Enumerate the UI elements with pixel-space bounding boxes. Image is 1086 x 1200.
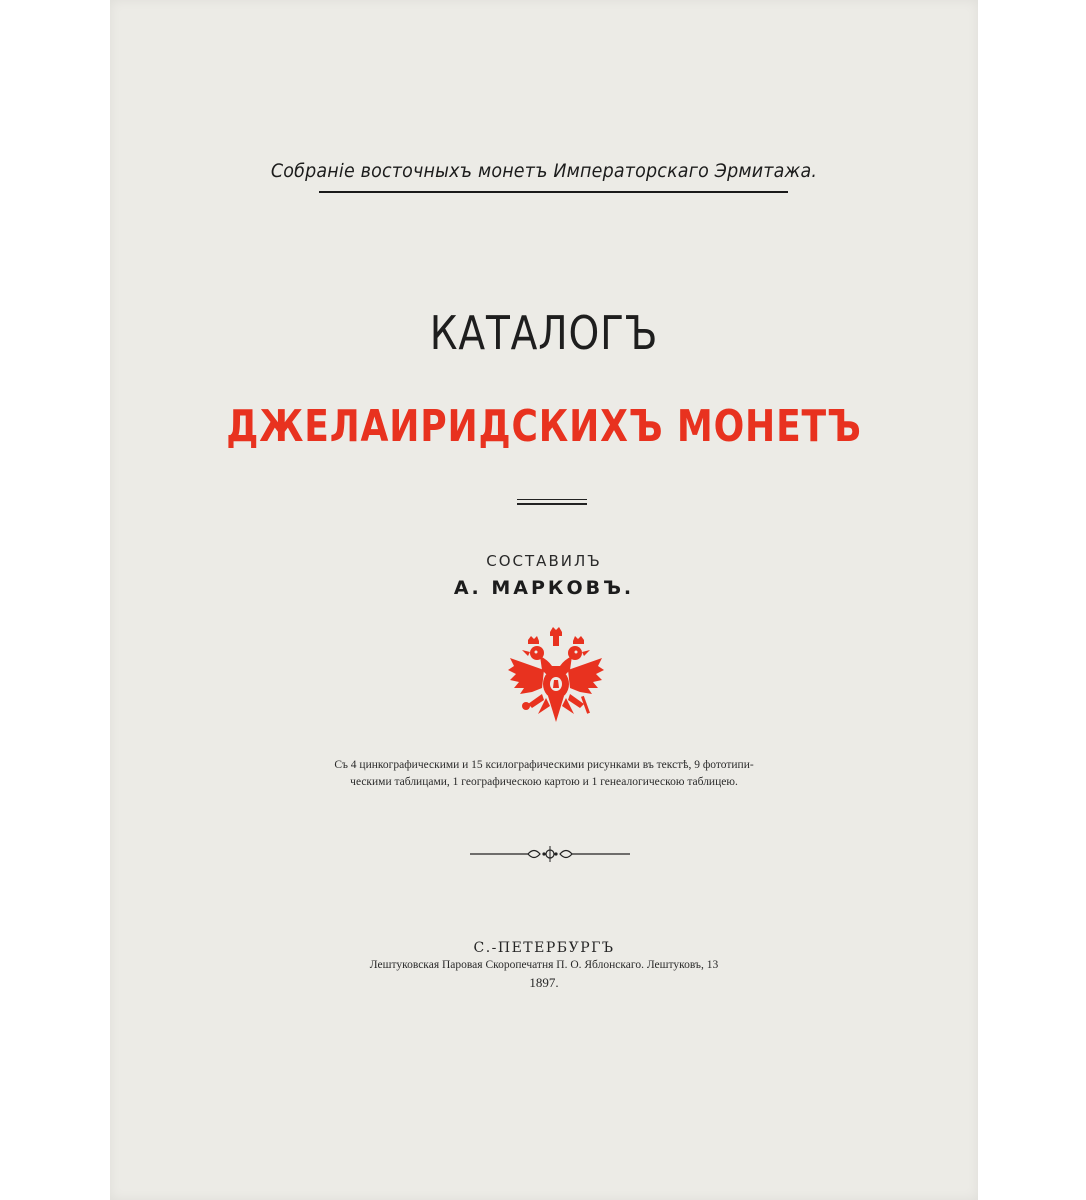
page-subtitle: ДЖЕЛАИРИДСКИХЪ МОНЕТЪ [226,401,862,452]
illustrations-description [110,757,978,791]
divider-rule-bold [517,503,587,505]
imprint-printer: Лештуковская Паровая Скоропечатня П. О. Яблонскаго. Лештуковъ, 13 [369,959,719,971]
compiled-by-label: СОСТАВИЛЪ [486,552,602,570]
double-headed-eagle-icon [506,626,606,730]
divider-rule [517,499,587,500]
series-underline [319,191,788,193]
imprint-city: С.-ПЕТЕРБУРГЪ [473,940,615,956]
title-page [110,0,978,1200]
page-title: КАТАЛОГЪ [429,306,659,360]
imprint-year: 1897. [529,975,559,990]
description-line-2: ческими таблицами, 1 географическою картою и 1 генеалогическою таблицею. [350,776,738,788]
series-line: Собраніе восточныхъ монетъ Императорскаго Эрмитажа. [270,160,818,182]
description-line-1: Съ 4 цинкографическими и 15 ксилографическими рисунками въ текстѣ, 9 фототипи- [334,759,754,771]
author-name: А. МАРКОВЪ. [453,577,635,599]
ornament-divider [470,843,630,865]
